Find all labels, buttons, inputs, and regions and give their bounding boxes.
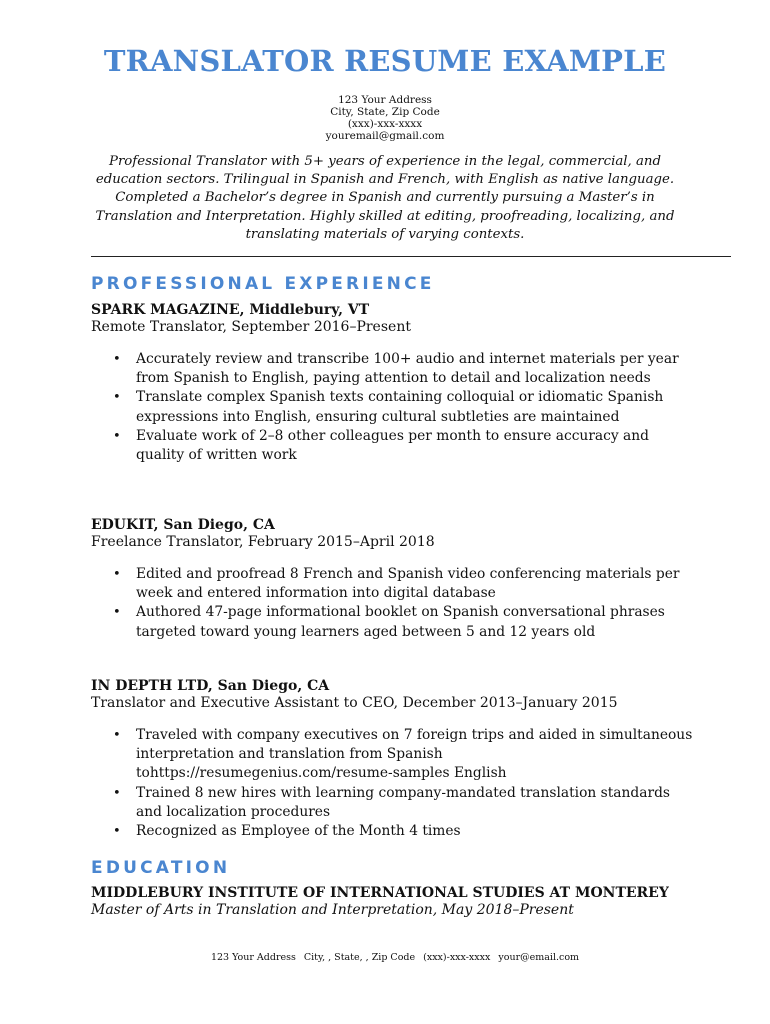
bullet-icon: •: [113, 728, 121, 743]
bullet-text: Evaluate work of 2–8 other colleagues per month to ensure accuracy and quality of written work: [136, 427, 649, 464]
footer-email: your@email.com: [498, 952, 580, 963]
bullet-text: Trained 8 new hires with learning company-mandated translation standards and localization procedures: [136, 784, 670, 820]
bullet-text: Translate complex Spanish texts containing colloquial or idiomatic Spanish expressions into English, ensuring cultural subtleties are maintained: [136, 389, 664, 425]
bullet-text: Recognized as Employee of the Month 4 times: [136, 823, 461, 840]
bullet-icon: •: [113, 605, 121, 621]
job-company: SPARK MAGAZINE, Middlebury, VT: [91, 302, 370, 318]
job-role: Freelance Translator, February 2015–April 2018: [91, 534, 435, 550]
bullet-text: Accurately review and transcribe 100+ audio and internet materials per year from Spanish to English, paying attention to detail and localization needs: [136, 351, 679, 387]
experience-heading: PROFESSIONAL EXPERIENCE: [91, 274, 435, 294]
footer-city: City, , State, , Zip Code: [303, 952, 416, 963]
bullet-icon: •: [113, 824, 121, 840]
contact-address: 123 Your Address: [338, 94, 432, 106]
job-role: Translator and Executive Assistant to CEO, December 2013–January 2015: [91, 695, 618, 711]
job-bullets: [91, 726, 691, 841]
job-role: Remote Translator, September 2016–Present: [91, 319, 411, 335]
bullet-item: [91, 427, 696, 465]
bullet-icon: •: [113, 785, 121, 801]
bullet-item: [91, 784, 696, 822]
job-company: IN DEPTH LTD, San Diego, CA: [91, 678, 330, 694]
contact-city: City, State, Zip Code: [330, 106, 440, 118]
bullet-text: Edited and proofread 8 French and Spanish video conferencing materials per week and entered information into digital database: [136, 566, 680, 602]
education-degree: Master of Arts in Translation and Interpretation, May 2018–Present: [91, 902, 574, 918]
bullet-item: [91, 350, 696, 388]
job-company: EDUKIT, San Diego, CA: [91, 517, 275, 533]
footer-address: 123 Your Address: [210, 952, 296, 963]
job-entry: [91, 517, 691, 642]
job-bullets: [91, 565, 691, 642]
bullet-item: [91, 603, 696, 641]
bullet-text: Traveled with company executives on 7 foreign trips and aided in simultaneous interpretation and translation from Spanish tohttps://resumegenius.com/resume-samples English: [136, 727, 693, 782]
job-entry: [91, 302, 691, 465]
bullet-icon: •: [113, 567, 121, 582]
contact-email: youremail@gmail.com: [325, 130, 445, 142]
education-school: MIDDLEBURY INSTITUTE OF INTERNATIONAL STUDIES AT MONTEREY: [91, 885, 669, 901]
bullet-item: [91, 822, 696, 841]
bullet-icon: •: [113, 352, 121, 367]
bullet-item: [91, 388, 696, 426]
footer-phone: (xxx)-xxx-xxxx: [423, 952, 491, 963]
bullet-icon: •: [113, 428, 121, 444]
job-bullets: [91, 350, 691, 465]
education-heading: EDUCATION: [91, 858, 231, 878]
page-footer: [0, 952, 770, 963]
contact-phone: (xxx)-xxx-xxxx: [347, 118, 423, 130]
bullet-text: Authored 47-page informational booklet on Spanish conversational phrases targeted toward young learners aged between 5 and 12 years old: [136, 604, 665, 640]
header-divider: [91, 256, 731, 257]
bullet-icon: •: [113, 390, 121, 406]
contact-block: [0, 94, 770, 142]
bullet-item: [91, 565, 696, 603]
resume-title: TRANSLATOR RESUME EXAMPLE: [103, 44, 667, 78]
professional-summary: Professional Translator with 5+ years of experience in the legal, commercial, and education sectors. Trilingual in Spanish and French, with English as native language. Completed a Bachelor’s degree in Spanish and currently pursuing a Master’s in Translation and Interpretation. Highly skilled at editing, proofreading, localizing, and translating materials of varying contexts.: [95, 154, 675, 242]
education-entry: [91, 885, 751, 919]
bullet-item: [91, 726, 696, 784]
job-entry: [91, 678, 691, 841]
